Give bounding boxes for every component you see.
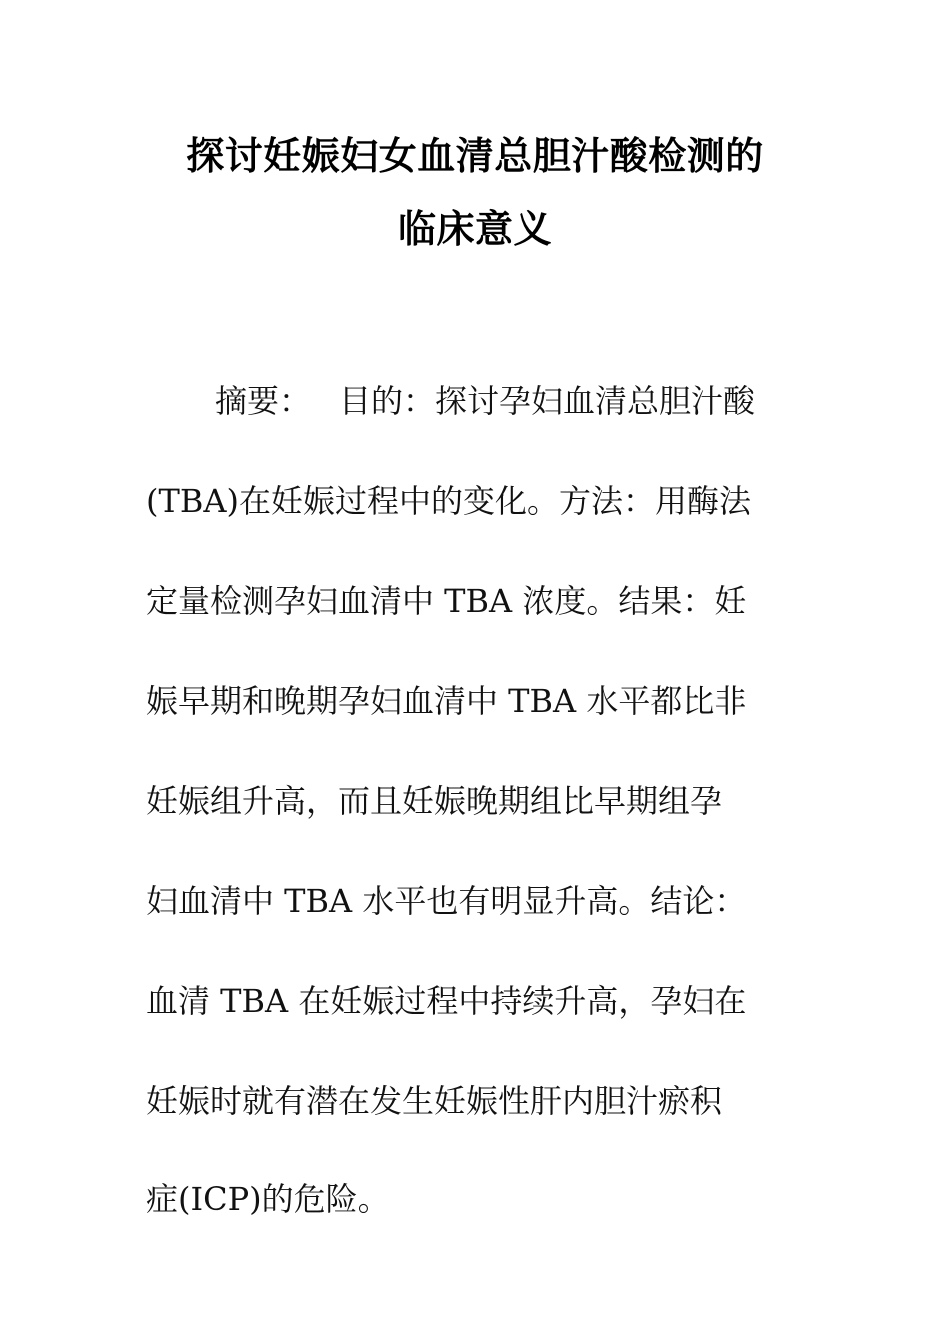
abstract-text: 目的：探讨孕妇血清总胆汁酸 bbox=[339, 382, 756, 420]
document-title-line-1: 探讨妊娠妇女血清总胆汁酸检测的 bbox=[186, 133, 764, 178]
abstract-line-1 bbox=[215, 384, 815, 418]
abstract-line-3: 定量检测孕妇血清中 TBA 浓度。结果：妊 bbox=[146, 582, 747, 620]
abstract-label: 摘要： bbox=[215, 382, 312, 420]
abstract-line-9: 症(ICP)的危险。 bbox=[146, 1180, 390, 1218]
abstract-line-4: 娠早期和晚期孕妇血清中 TBA 水平都比非 bbox=[146, 682, 747, 720]
document-title-line-2: 临床意义 bbox=[397, 206, 552, 251]
abstract-line-8: 妊娠时就有潜在发生妊娠性肝内胆汁瘀积 bbox=[146, 1082, 723, 1120]
abstract-line-2: (TBA)在妊娠过程中的变化。方法：用酶法 bbox=[146, 482, 751, 520]
abstract-line-5: 妊娠组升高，而且妊娠晚期组比早期组孕 bbox=[146, 782, 723, 820]
abstract-line-6: 妇血清中 TBA 水平也有明显升高。结论： bbox=[146, 882, 747, 920]
abstract-line-7: 血清 TBA 在妊娠过程中持续升高，孕妇在 bbox=[146, 982, 747, 1020]
